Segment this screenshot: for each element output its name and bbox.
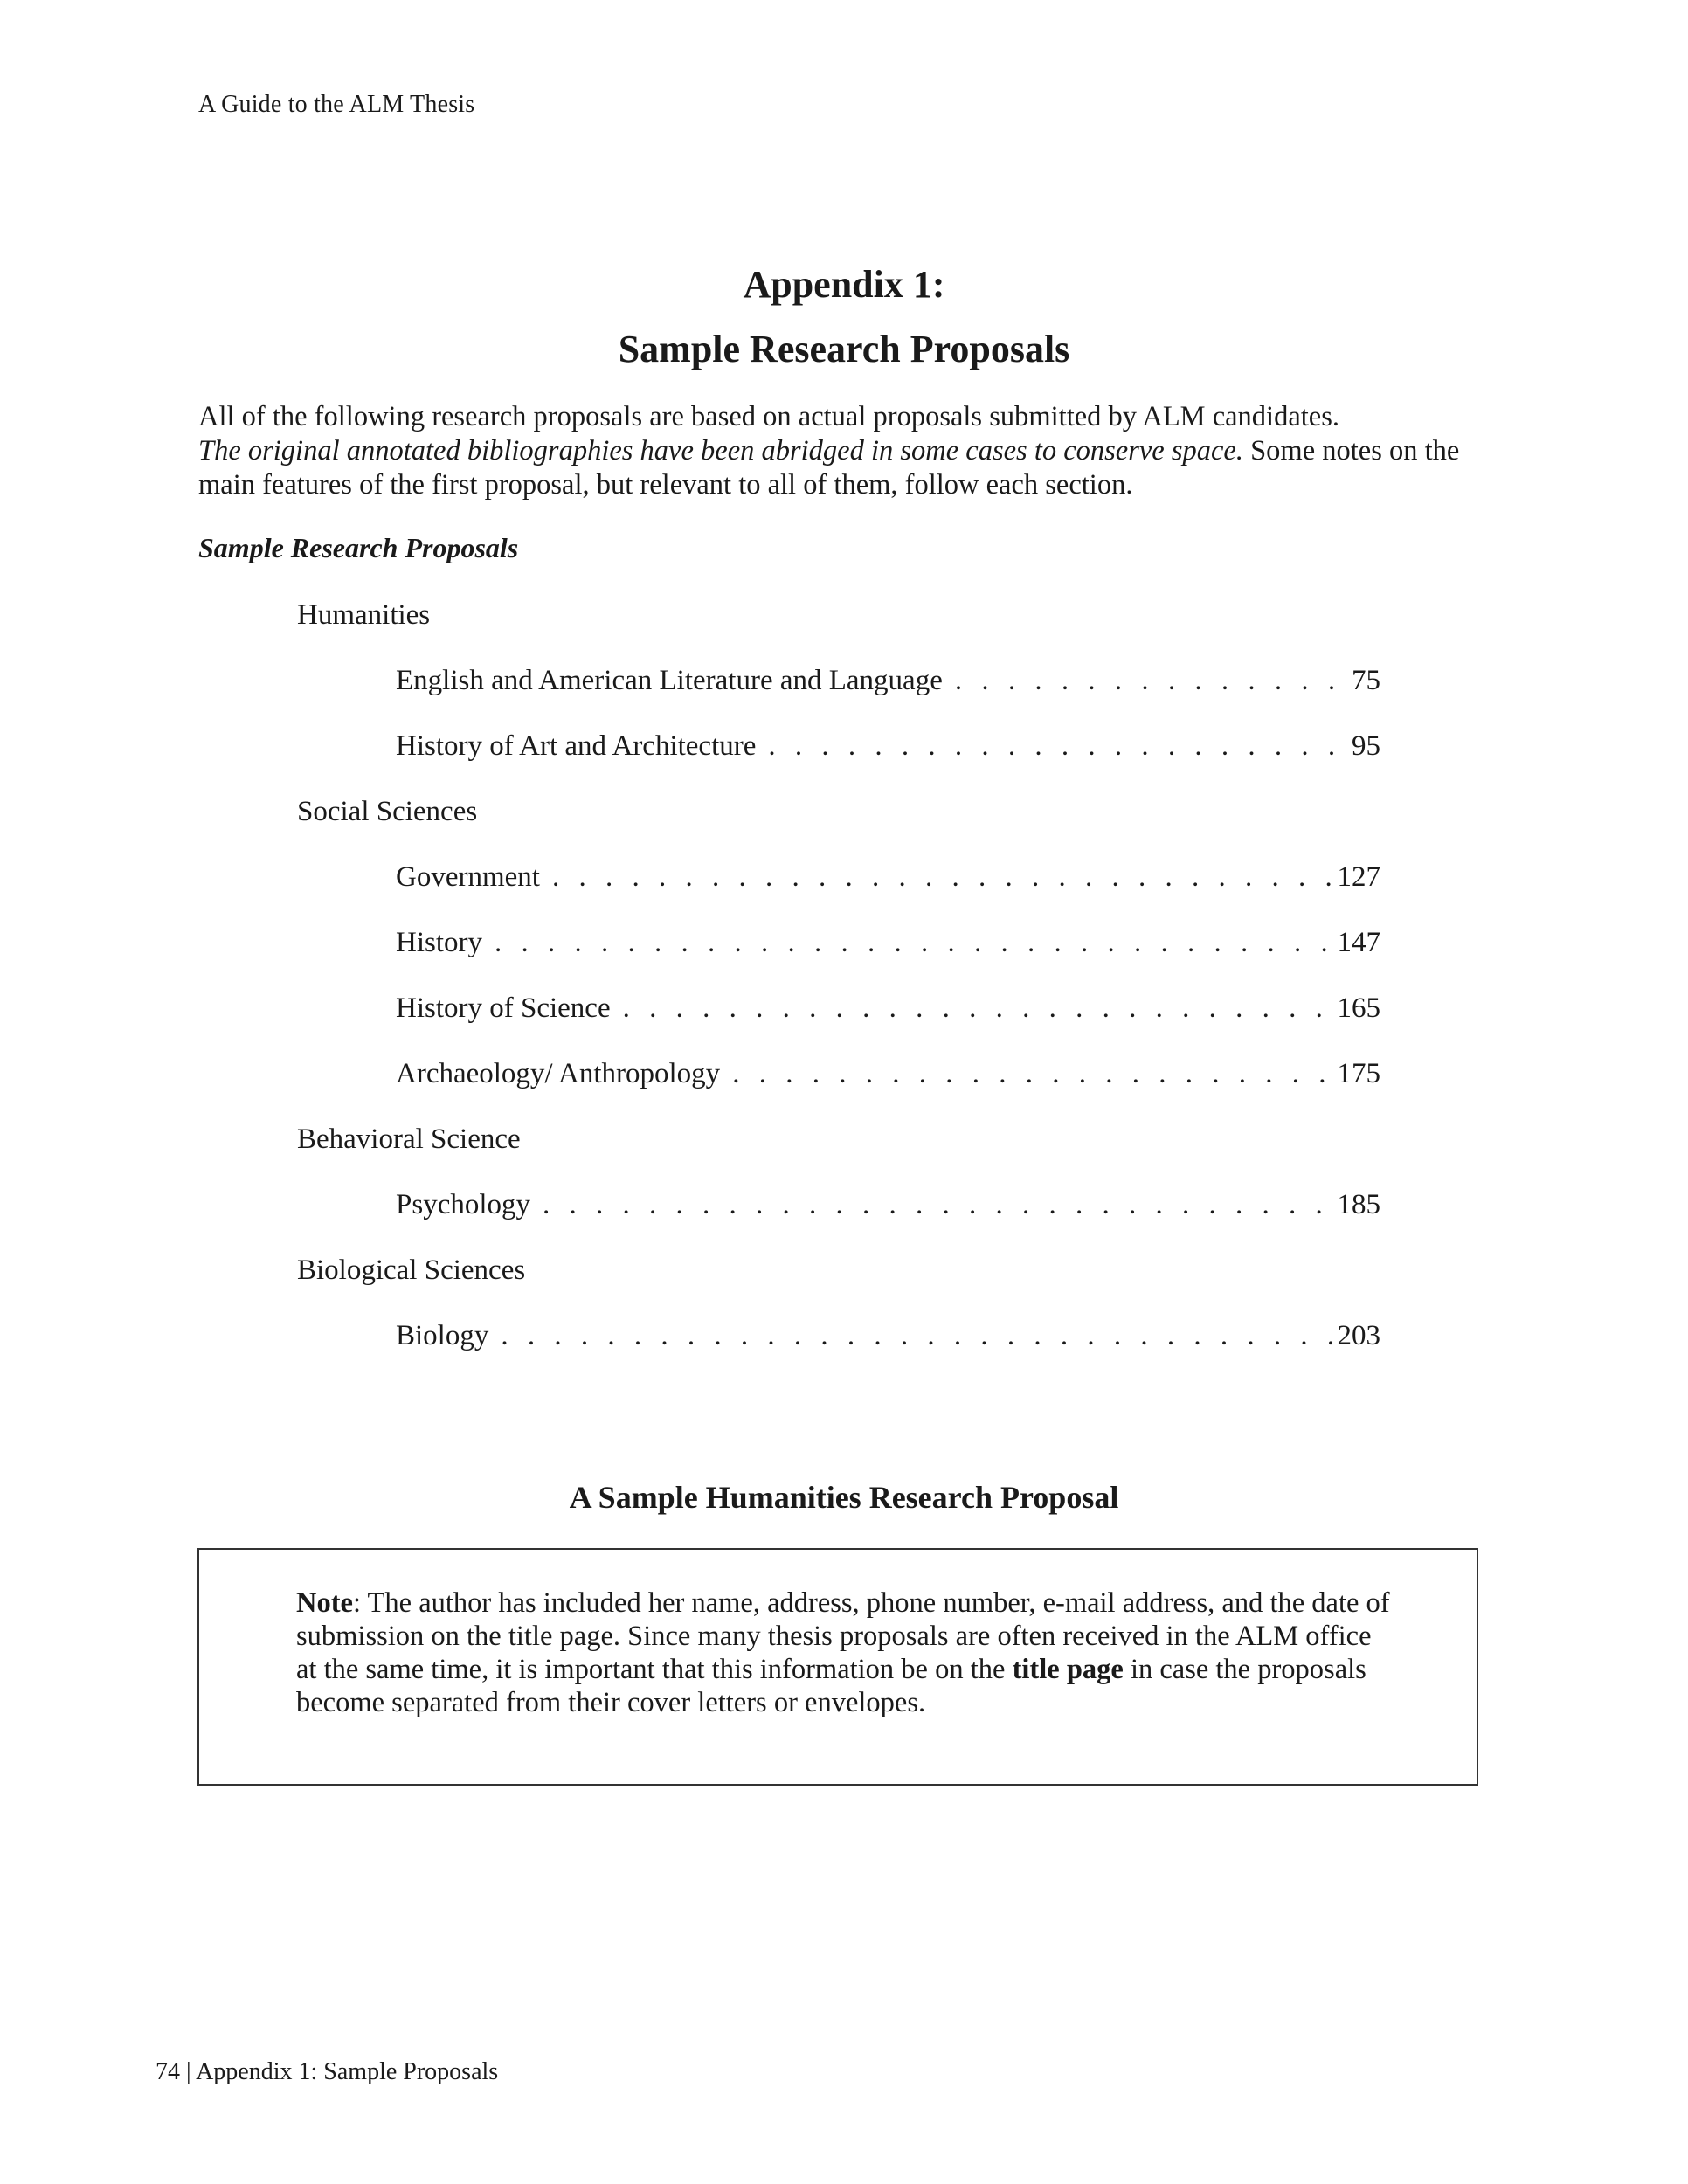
toc-entry-page: 127 xyxy=(1337,861,1380,893)
toc-entry-label: Biology xyxy=(396,1320,489,1351)
footer-separator: | xyxy=(186,2058,191,2085)
toc-entry-label: Government xyxy=(396,861,540,893)
toc-entry-page: 75 xyxy=(1352,665,1380,696)
running-header: A Guide to the ALM Thesis xyxy=(198,91,475,118)
dot-leader xyxy=(495,927,1336,959)
dot-leader xyxy=(955,665,1350,697)
dot-leader xyxy=(732,1058,1335,1090)
intro-text-2: Some notes on the main features of the first proposal, but relevant to all of them, follow each section. xyxy=(198,435,1460,501)
toc-entry[interactable] xyxy=(396,992,1380,1029)
toc-entry-page: 147 xyxy=(1337,927,1380,958)
toc-category-social-sciences: Social Sciences xyxy=(297,796,478,827)
dot-leader xyxy=(501,1320,1335,1352)
toc-entry[interactable] xyxy=(396,730,1380,767)
toc-heading: Sample Research Proposals xyxy=(198,532,519,563)
note-text-2: in case the proposals become separated from their cover letters or envelopes. xyxy=(296,1654,1366,1718)
toc-entry-label: History of Science xyxy=(396,992,611,1024)
toc-entry-page: 175 xyxy=(1337,1058,1380,1089)
intro-text-1: All of the following research proposals are based on actual proposals submitted by ALM candidates. xyxy=(198,401,1339,432)
toc-category-humanities: Humanities xyxy=(297,599,431,631)
toc-entry-label: Archaeology/ Anthropology xyxy=(396,1058,721,1089)
note-box xyxy=(197,1548,1478,1786)
toc-category-behavioral-science: Behavioral Science xyxy=(297,1123,521,1155)
toc-entry-page: 185 xyxy=(1337,1189,1380,1220)
dot-leader xyxy=(552,861,1336,894)
toc-entry-page: 203 xyxy=(1337,1320,1380,1351)
dot-leader xyxy=(623,992,1336,1025)
intro-italic-text: The original annotated bibliographies have been abridged in some cases to conserve space. xyxy=(198,435,1243,467)
toc-category-biological-sciences: Biological Sciences xyxy=(297,1254,526,1286)
section-title: A Sample Humanities Research Proposal xyxy=(569,1480,1119,1515)
toc-entry-page: 95 xyxy=(1352,730,1380,762)
page-footer xyxy=(156,2058,498,2086)
intro-paragraph xyxy=(198,400,1491,502)
note-text-1: : The author has included her name, address, phone number, e-mail address, and the date of submission on the title page. Since many thesis proposals are often received in the ALM office at the same time, it is important that this information be on the xyxy=(296,1587,1390,1685)
toc-entry[interactable] xyxy=(396,1189,1380,1226)
toc-entry-label: History xyxy=(396,927,482,958)
appendix-title: Appendix 1: xyxy=(743,263,945,306)
toc-entry[interactable] xyxy=(396,861,1380,898)
toc-entry-page: 165 xyxy=(1337,992,1380,1024)
toc-entry[interactable] xyxy=(396,927,1380,964)
toc-entry-label: English and American Literature and Language xyxy=(396,665,943,696)
page-number: 74 xyxy=(156,2058,180,2085)
appendix-subtitle: Sample Research Proposals xyxy=(618,328,1070,370)
toc-entry[interactable] xyxy=(396,1058,1380,1095)
toc-entry-label: History of Art and Architecture xyxy=(396,730,757,762)
toc-entry[interactable] xyxy=(396,665,1380,702)
toc-entry[interactable] xyxy=(396,1320,1380,1357)
note-label: Note xyxy=(296,1587,353,1619)
footer-section: Appendix 1: Sample Proposals xyxy=(196,2058,499,2085)
dot-leader xyxy=(768,730,1350,763)
dot-leader xyxy=(543,1189,1335,1221)
note-text xyxy=(296,1586,1397,1719)
note-bold-text: title page xyxy=(1012,1654,1124,1685)
toc-entry-label: Psychology xyxy=(396,1189,531,1220)
